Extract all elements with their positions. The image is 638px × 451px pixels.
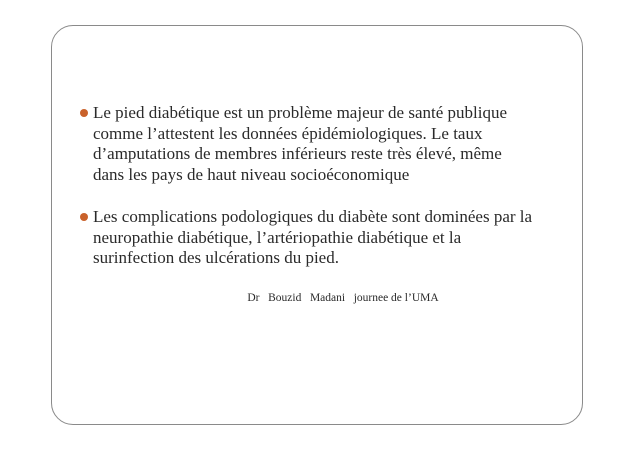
bullet-item-2 [80,207,570,277]
bullet-text-2: Les complications podologiques du diabète sont dominées par la neuropathie diabétique, l’artériopathie diabétique et la surinfection des ulcérations du pied. [93,207,533,267]
bullet-dot-icon [80,109,88,117]
bullet-item-1 [80,103,550,193]
slide-footer: Dr Bouzid Madani journee de l’UMA [247,292,439,304]
bullet-dot-icon [80,213,88,221]
bullet-text-1: Le pied diabétique est un problème majeur de santé publique comme l’attestent les données épidémiologiques. Le taux d’amputations de membres inférieurs reste très élevé, même dans les pays de haut niveau socioéconomique [93,103,508,184]
